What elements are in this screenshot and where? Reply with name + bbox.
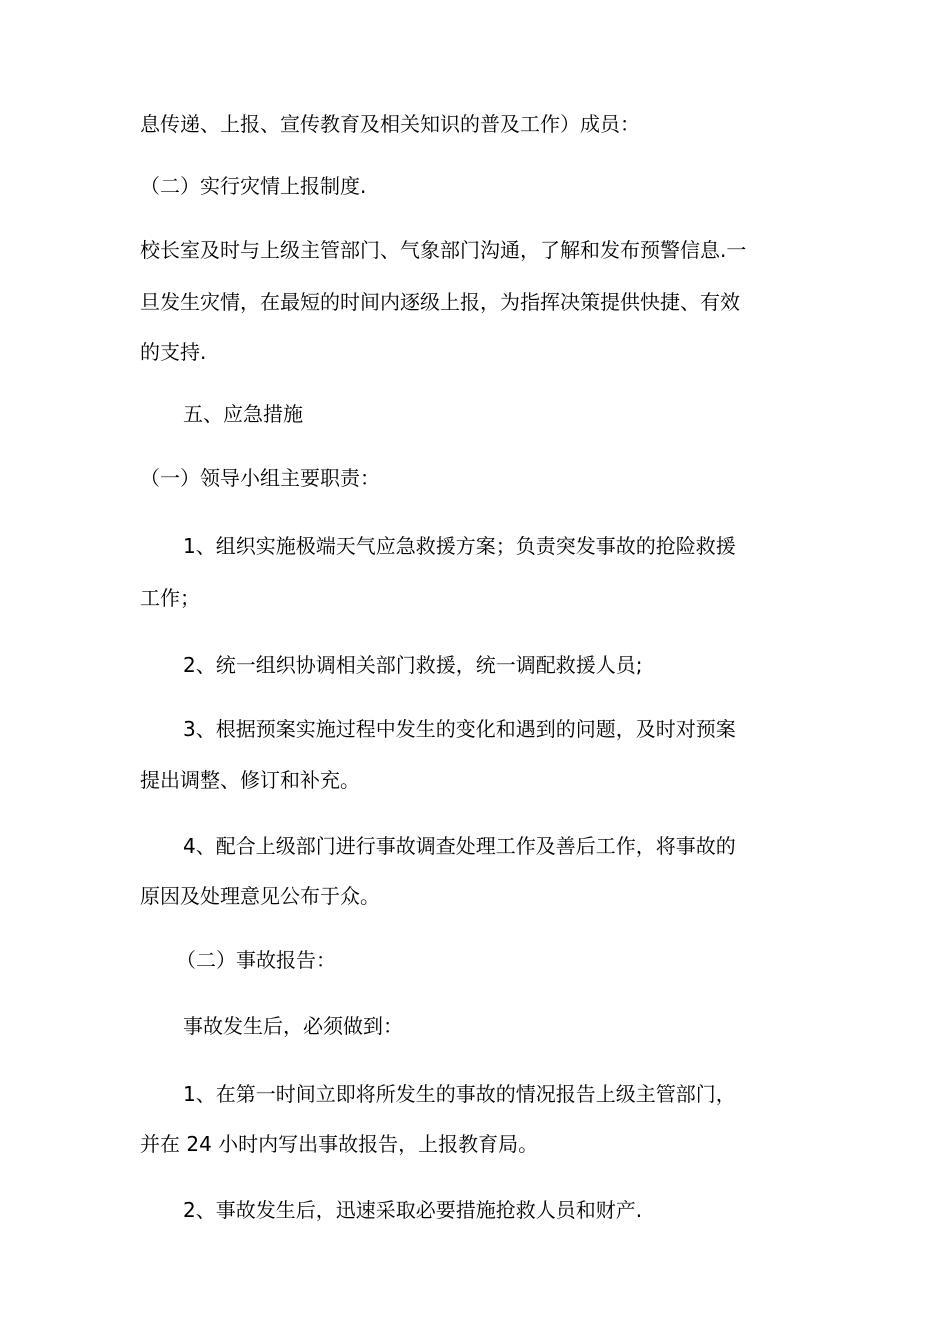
text-line-3: 校长室及时与上级主管部门、气象部门沟通，了解和发布预警信息.一: [140, 238, 747, 262]
text-line-17: 1、在第一时间立即将所发生的事故的情况报告上级主管部门，: [183, 1082, 736, 1106]
section-heading: 五、应急措施: [183, 402, 303, 426]
text-line-14: 原因及处理意见公布于众。: [140, 884, 380, 908]
text-line-8: 1、组织实施极端天气应急救援方案；负责突发事故的抢险救援: [183, 534, 736, 558]
text-line-2: （二）实行灾情上报制度.: [140, 174, 367, 198]
text-line-4: 旦发生灾情，在最短的时间内逐级上报，为指挥决策提供快捷、有效: [140, 290, 740, 314]
text-line-11: 3、根据预案实施过程中发生的变化和遇到的问题，及时对预案: [183, 717, 736, 741]
text-line-1: 息传递、上报、宣传教育及相关知识的普及工作）成员：: [140, 112, 640, 136]
text-line-13: 4、配合上级部门进行事故调查处理工作及善后工作，将事故的: [183, 834, 736, 858]
text-line-19: 2、事故发生后，迅速采取必要措施抢救人员和财产.: [183, 1198, 643, 1222]
subsection-heading-1: （一）领导小组主要职责：: [140, 466, 380, 490]
text-line-12: 提出调整、修订和补充。: [140, 768, 360, 792]
text-line-10: 2、统一组织协调相关部门救援，统一调配救援人员;: [183, 653, 643, 677]
text-line-9: 工作；: [140, 586, 200, 610]
text-line-16: 事故发生后，必须做到：: [183, 1014, 403, 1038]
text-line-18: 并在 24 小时内写出事故报告，上报教育局。: [140, 1132, 539, 1156]
text-line-5: 的支持.: [140, 340, 207, 364]
subsection-heading-2: （二）事故报告：: [176, 948, 336, 972]
